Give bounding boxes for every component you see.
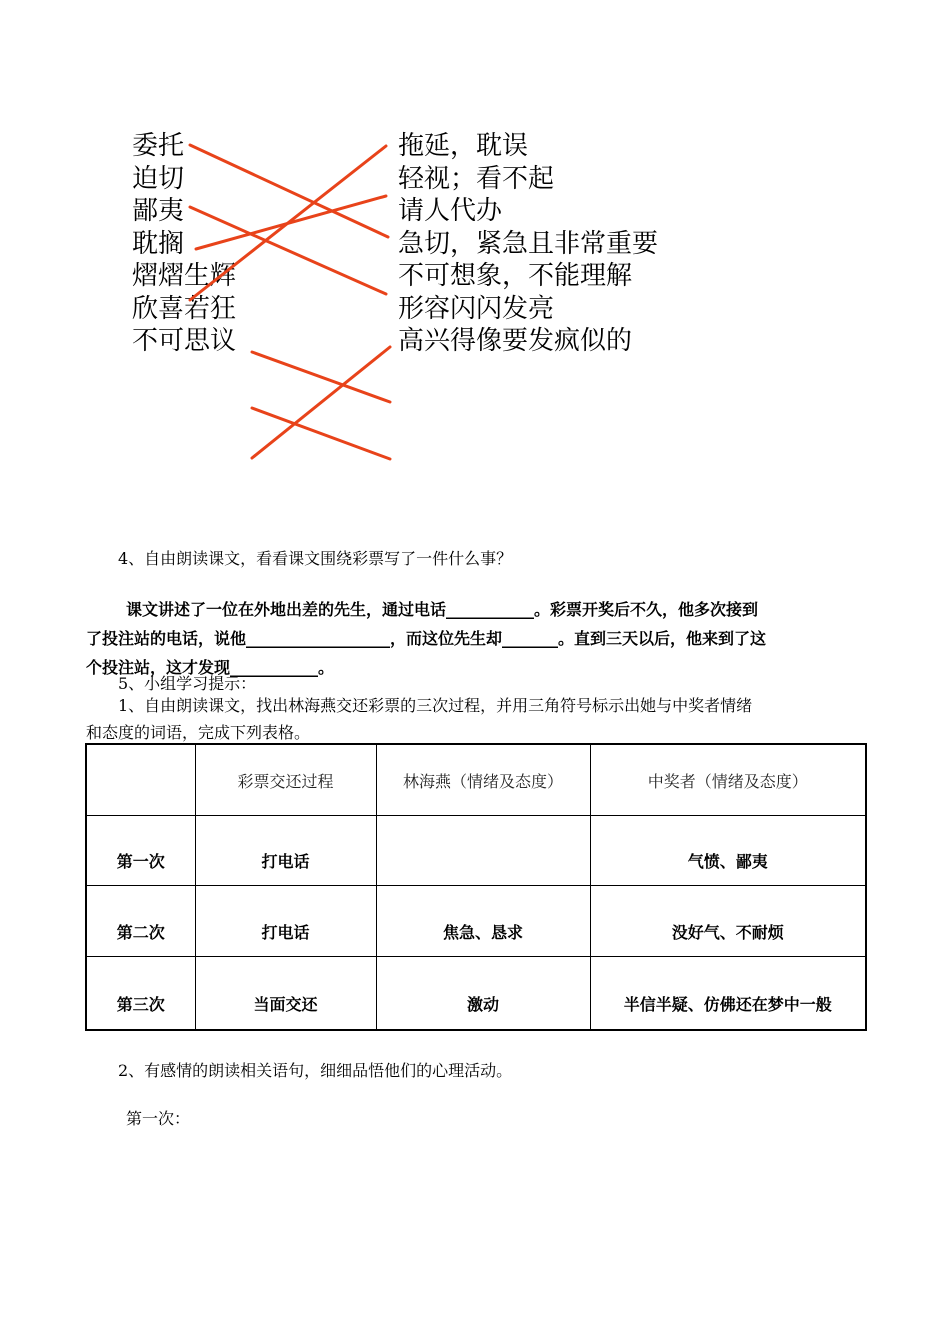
match-line <box>252 408 390 459</box>
match-right-definition: 急切，紧急且非常重要 <box>398 228 659 259</box>
question-4: 4、自由朗读课文，看看课文围绕彩票写了一件什么事？ <box>118 549 513 568</box>
table-cell <box>195 886 376 957</box>
fill-line: 课文讲述了一位在外地出差的先生，通过电话___________。彩票开奖后不久，他多次接到 <box>126 600 759 619</box>
table-header-cell <box>86 744 195 816</box>
match-right-definition: 轻视；看不起 <box>398 163 555 194</box>
table-cell <box>590 816 866 886</box>
cell-text: 打电话 <box>261 852 310 871</box>
table-header-cell: 林海燕（情绪及态度） <box>376 744 590 816</box>
table-row <box>86 886 866 957</box>
table-row <box>86 957 866 1031</box>
match-right-definition: 拖延，耽误 <box>398 131 529 161</box>
table-cell <box>86 886 195 957</box>
first-time-label: 第一次： <box>126 1109 191 1128</box>
fill-line: 了投注站的电话，说他__________________，而这位先生却_______。直到三天以后，他来到了这 <box>86 629 767 648</box>
match-right-definition: 高兴得像要发疯似的 <box>398 326 633 356</box>
cell-text: 半信半疑、仿佛还在梦中一般 <box>623 994 832 1014</box>
table-cell <box>376 886 590 957</box>
cell-text: 没好气、不耐烦 <box>671 922 784 942</box>
match-line <box>252 347 390 458</box>
match-left-word: 不可思议 <box>132 326 237 356</box>
table-cell <box>376 957 590 1031</box>
fill-line: 个投注站，这才发现___________。 <box>86 658 335 677</box>
match-right-definition: 形容闪闪发亮 <box>398 293 555 324</box>
table-cell <box>195 816 376 886</box>
question-2: 2、有感情的朗读相关语句，细细品悟他们的心理活动。 <box>118 1061 513 1080</box>
table-cell <box>86 816 195 886</box>
instruction-line: 和态度的词语，完成下列表格。 <box>86 723 311 742</box>
cell-text: 打电话 <box>261 922 310 942</box>
instruction-line: 1、自由朗读课文，找出林海燕交还彩票的三次过程，并用三角符号标示出她与中奖者情绪 <box>118 696 753 715</box>
match-line <box>190 207 386 294</box>
match-line <box>252 352 390 402</box>
match-left-word: 熠熠生辉 <box>132 261 237 291</box>
match-right-definition: 请人代办 <box>398 196 503 226</box>
table-cell <box>590 886 866 957</box>
cell-text: 第三次 <box>116 994 165 1014</box>
cell-text: 气愤、鄙夷 <box>687 852 768 871</box>
emotion-table <box>85 743 867 1031</box>
match-right-definition: 不可想象，不能理解 <box>398 261 633 291</box>
table-cell <box>195 957 376 1031</box>
matching-lines <box>0 0 950 520</box>
question-5-item-1 <box>86 692 876 746</box>
match-left-word: 欣喜若狂 <box>132 293 237 324</box>
table-cell <box>376 816 590 886</box>
match-left-word: 鄙夷 <box>132 196 185 226</box>
table-cell <box>590 957 866 1031</box>
table-header-cell: 彩票交还过程 <box>195 744 376 816</box>
table-header-row <box>86 744 866 816</box>
cell-text: 焦急、恳求 <box>442 922 523 942</box>
table-header-cell: 中奖者（情绪及态度） <box>590 744 866 816</box>
fill-in-blank-paragraph <box>86 595 872 682</box>
cell-text: 第一次 <box>116 852 165 871</box>
match-left-word: 耽搁 <box>132 228 185 259</box>
table-row <box>86 816 866 886</box>
table-cell <box>86 957 195 1031</box>
cell-text: 第二次 <box>116 922 165 942</box>
cell-text: 当面交还 <box>253 994 318 1014</box>
cell-text: 激动 <box>466 994 499 1014</box>
match-left-word: 迫切 <box>132 163 185 194</box>
question-5-title: 5、小组学习提示： <box>118 674 257 693</box>
match-left-word: 委托 <box>132 131 185 161</box>
